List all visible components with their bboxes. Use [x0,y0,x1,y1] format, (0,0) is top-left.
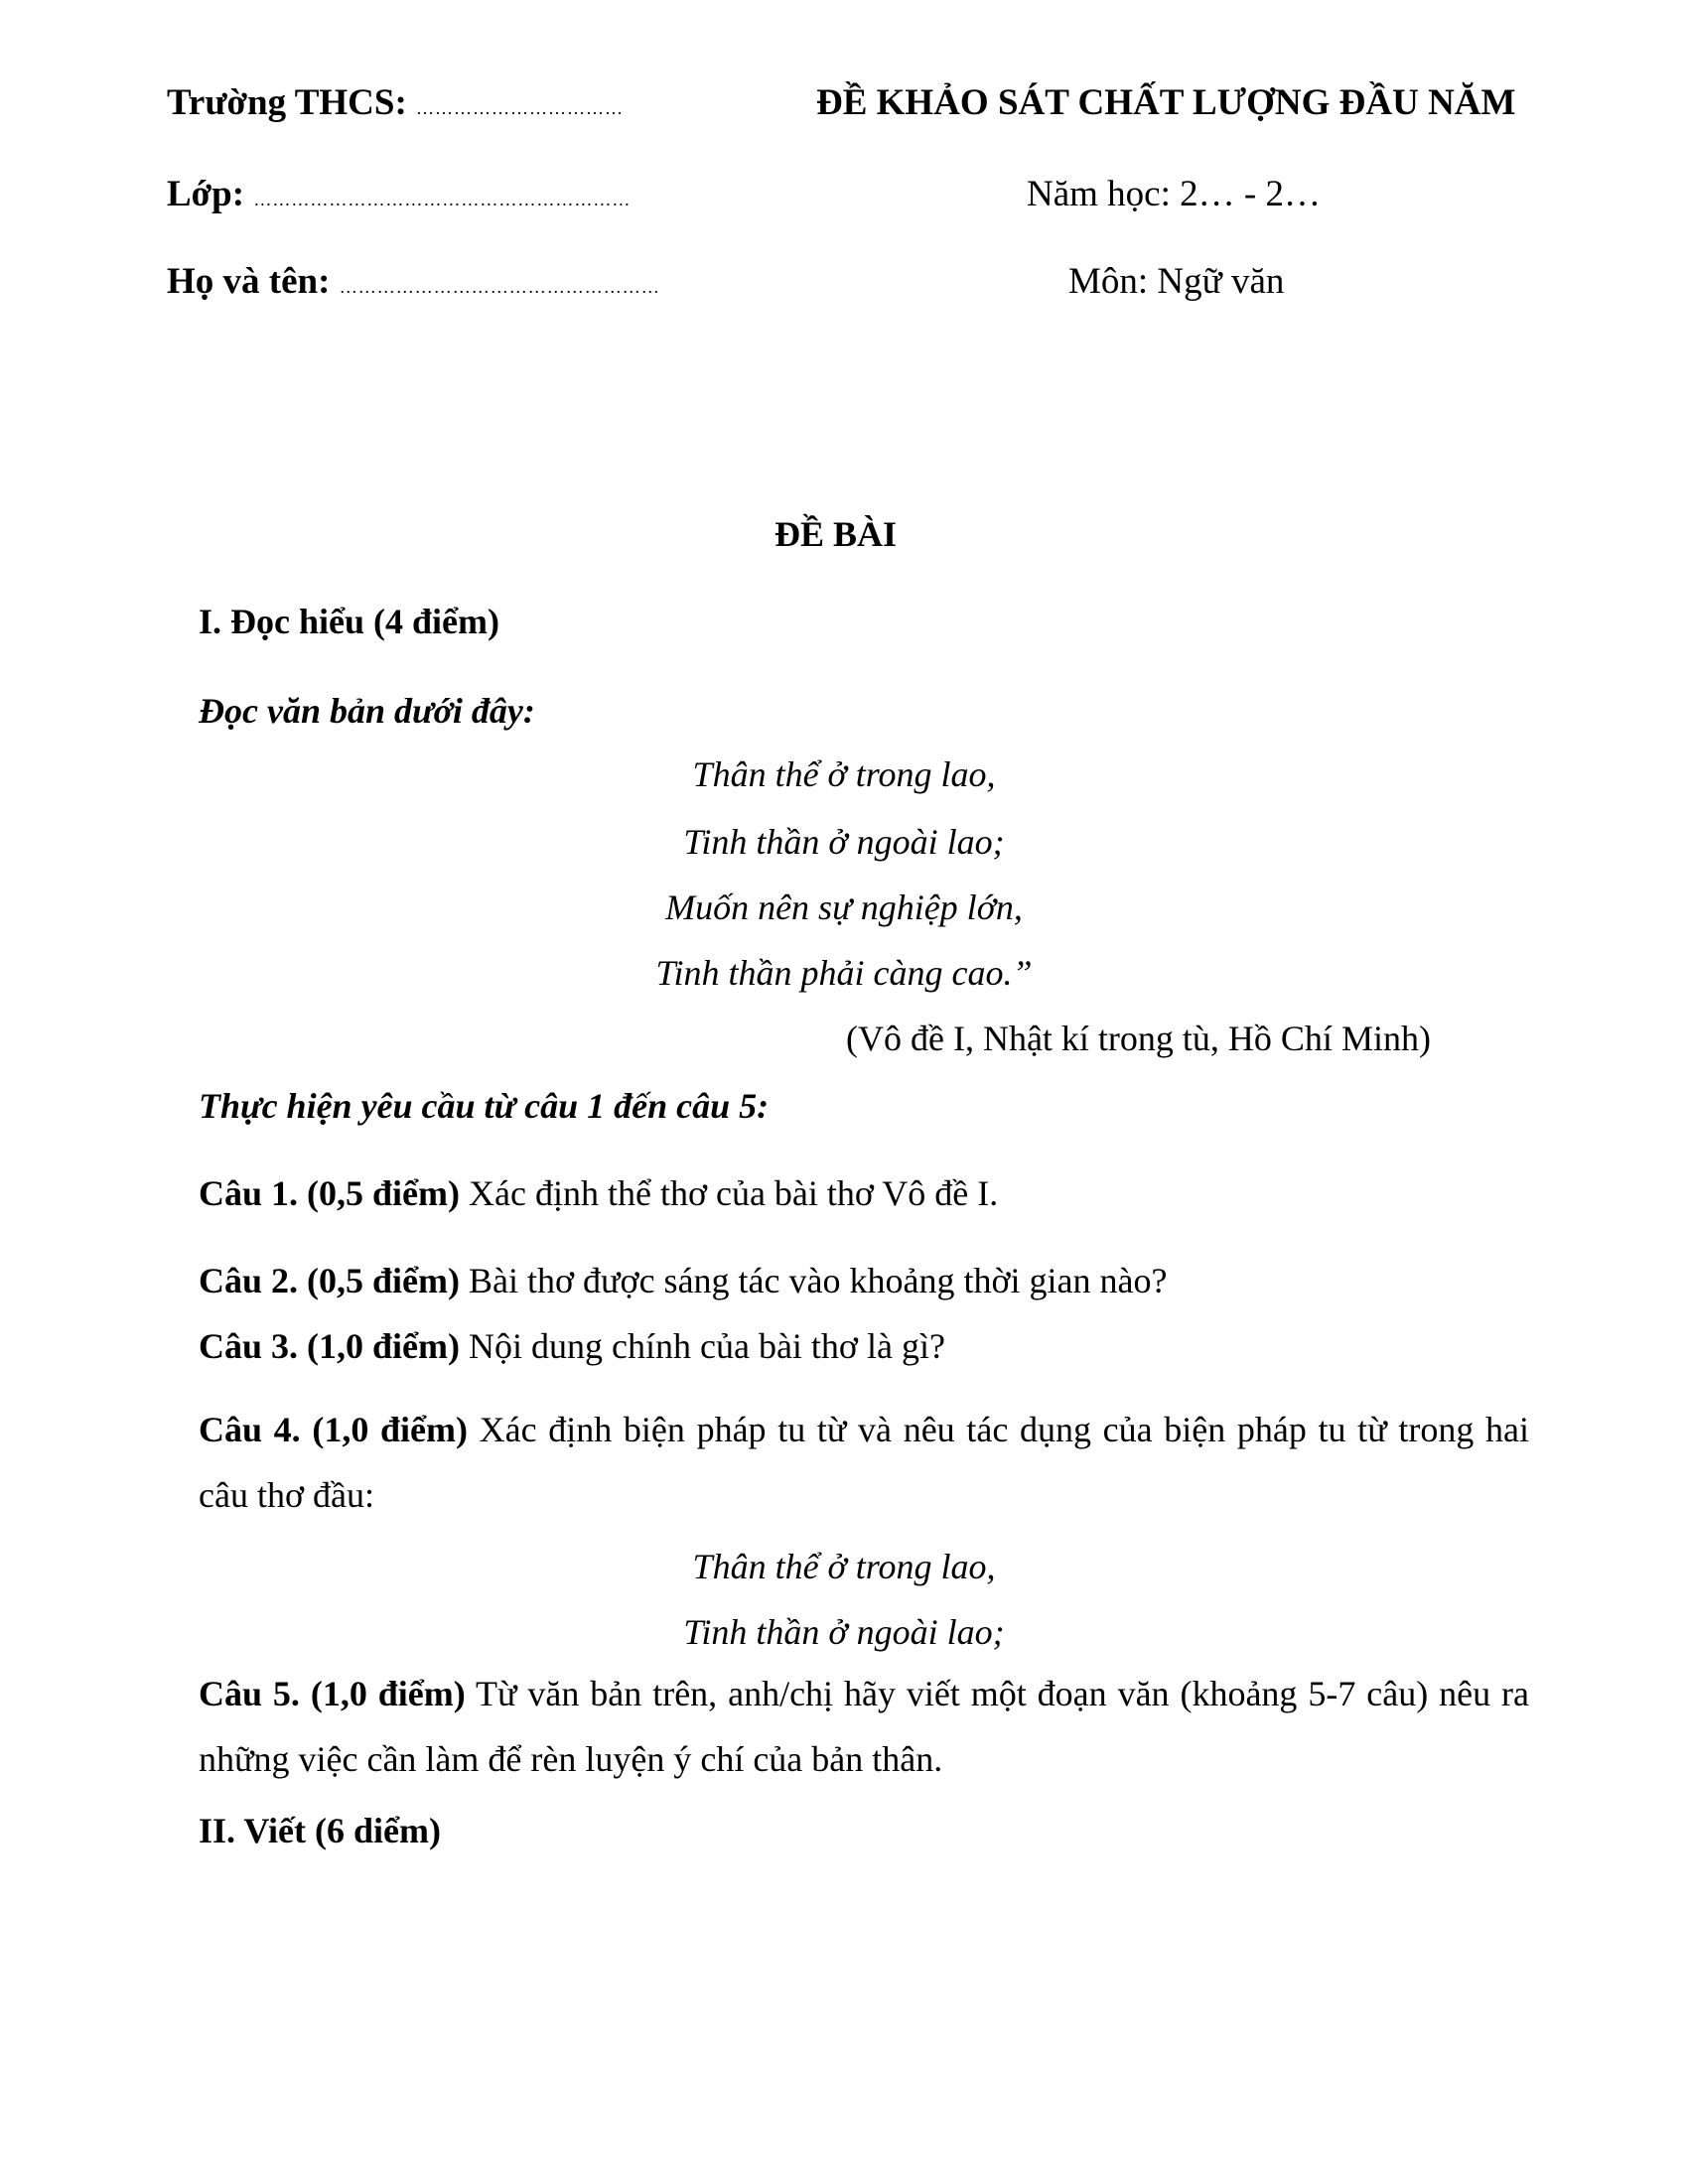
question-4 [199,1397,1529,1528]
question-3 [199,1324,945,1369]
q4-poem-line: Tinh thần ở ngoài lao; [683,1612,1005,1652]
school-field [167,81,624,124]
name-field [167,260,660,303]
question-text: Xác định biện pháp tu từ và nêu tác dụng của biện pháp tu từ trong hai câu thơ đầu: [199,1410,1529,1515]
class-label: Lớp: [167,174,245,214]
question-1 [199,1171,998,1216]
question-text: Xác định thể thơ của bài thơ Vô đề I. [460,1173,999,1213]
question-label: Câu 2. (0,5 điểm) [199,1261,460,1300]
question-text: Bài thơ được sáng tác vào khoảng thời gian nào? [460,1261,1168,1300]
q4-poem-line: Thân thể ở trong lao, [692,1547,996,1586]
school-dots: …………………………… [416,98,625,118]
school-year: Năm học: 2… - 2… [1027,174,1321,214]
poem-line: Tinh thần phải càng cao.” [655,953,1033,993]
question-2 [199,1259,1167,1303]
question-5 [199,1661,1529,1792]
question-label: Câu 5. (1,0 điểm) [199,1674,466,1713]
task-instruction: Thực hiện yêu cầu từ câu 1 đến câu 5: [199,1086,770,1126]
question-label: Câu 1. (0,5 điểm) [199,1173,460,1213]
question-label: Câu 3. (1,0 điểm) [199,1326,460,1366]
class-field [167,173,631,215]
exam-title: ĐỀ KHẢO SÁT CHẤT LƯỢNG ĐẦU NĂM [816,82,1516,123]
subject: Môn: Ngữ văn [1068,261,1285,302]
poem-source: (Vô đề I, Nhật kí trong tù, Hồ Chí Minh) [846,1019,1431,1058]
poem-line: Thân thể ở trong lao, [692,754,996,794]
name-dots: …………………………………………… [339,277,660,297]
poem-line: Muốn nên sự nghiệp lớn, [665,887,1023,927]
section1-heading: I. Đọc hiểu (4 điểm) [199,602,499,641]
name-label: Họ và tên: [167,261,331,302]
page-title: ĐỀ BÀI [774,514,898,554]
poem-line: Tinh thần ở ngoài lao; [683,822,1005,862]
question-label: Câu 4. (1,0 điểm) [199,1410,468,1449]
section2-heading: II. Viết (6 diểm) [199,1811,441,1850]
class-dots: …………………………………………………… [253,190,632,209]
reading-instruction: Đọc văn bản dưới đây: [199,691,535,731]
question-text: Nội dung chính của bài thơ là gì? [460,1326,945,1366]
question-text: Từ văn bản trên, anh/chị hãy viết một đoạn văn (khoảng 5-7 câu) nêu ra những việc cần làm để rèn luyện ý chí của bản thân. [199,1674,1529,1779]
school-label: Trường THCS: [167,82,407,123]
